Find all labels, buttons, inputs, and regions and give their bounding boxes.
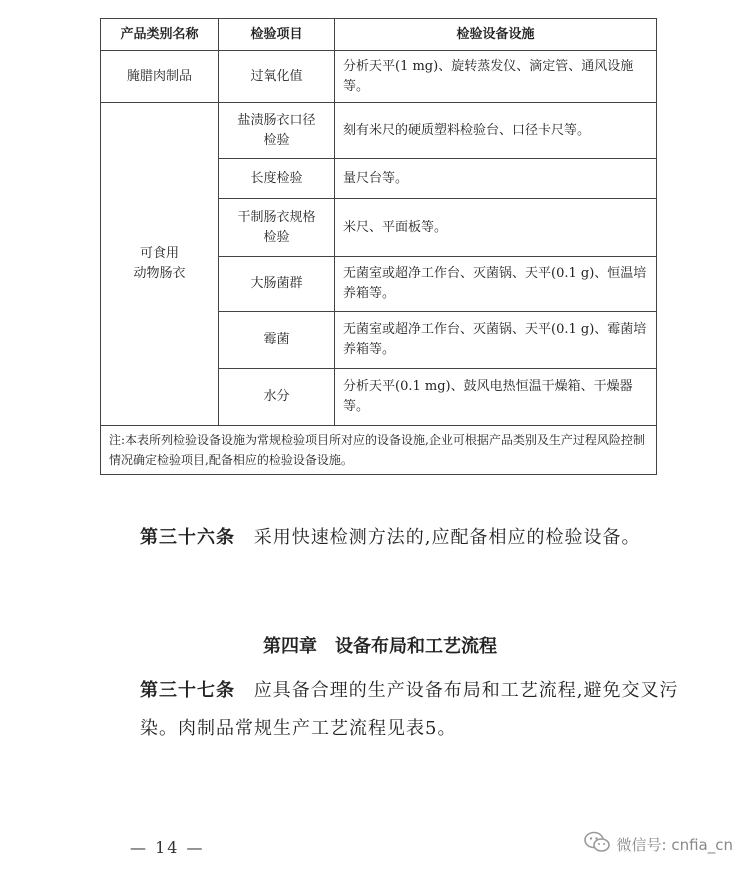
equipment-cell: 分析天平(0.1 mg)、鼓风电热恒温干燥箱、干燥器等。 <box>335 369 657 426</box>
equipment-cell: 米尺、平面板等。 <box>335 199 657 257</box>
table-row <box>101 103 657 159</box>
article-36-text: 采用快速检测方法的,应配备相应的检验设备。 <box>253 527 641 548</box>
header-category: 产品类别名称 <box>101 19 219 51</box>
article-36 <box>100 519 700 557</box>
item-cell <box>219 103 335 159</box>
header-equipment: 检验设备设施 <box>335 19 657 51</box>
item-text: 盐渍肠衣口径 检验 <box>237 112 316 148</box>
article-37-title: 第三十七条 <box>140 680 235 701</box>
inspection-equipment-table <box>100 18 657 475</box>
equipment-cell: 刻有米尺的硬质塑料检验台、口径卡尺等。 <box>335 103 657 159</box>
equipment-cell: 无菌室或超净工作台、灭菌锅、天平(0.1 g)、霉菌培养箱等。 <box>335 312 657 369</box>
item-cell: 长度检验 <box>219 159 335 199</box>
page-number: — 14 — <box>130 838 205 857</box>
watermark-text: 微信号: cnfia_cn <box>616 835 733 854</box>
equipment-cell: 量尺台等。 <box>335 159 657 199</box>
equipment-cell: 无菌室或超净工作台、灭菌锅、天平(0.1 g)、恒温培养箱等。 <box>335 257 657 312</box>
table-row <box>101 51 657 103</box>
article-36-title: 第三十六条 <box>140 527 235 548</box>
watermark <box>583 830 733 858</box>
table-note-row <box>101 426 657 475</box>
equipment-cell: 分析天平(1 mg)、旋转蒸发仪、滴定管、通风设施等。 <box>335 51 657 103</box>
article-37 <box>100 672 700 748</box>
wechat-icon <box>583 830 611 858</box>
table-note: 注:本表所列检验设备设施为常规检验项目所对应的设备设施,企业可根据产品类别及生产过程风险控制情况确定检验项目,配备相应的检验设备设施。 <box>101 426 657 475</box>
category-line: 可食用 动物肠衣 <box>133 246 186 281</box>
item-cell: 过氧化值 <box>219 51 335 103</box>
category-cell: 腌腊肉制品 <box>101 51 219 103</box>
item-cell: 水分 <box>219 369 335 426</box>
table-header-row <box>101 19 657 51</box>
header-item: 检验项目 <box>219 19 335 51</box>
item-text: 干制肠衣规格 检验 <box>237 209 316 245</box>
item-cell: 大肠菌群 <box>219 257 335 312</box>
chapter-heading: 第四章 设备布局和工艺流程 <box>263 636 497 657</box>
item-cell: 霉菌 <box>219 312 335 369</box>
category-cell <box>101 103 219 426</box>
item-cell <box>219 199 335 257</box>
article-37-text: 应具备合理的生产设备布局和工艺流程,避免交叉污染。肉制品常规生产工艺流程见表5。 <box>140 680 679 739</box>
